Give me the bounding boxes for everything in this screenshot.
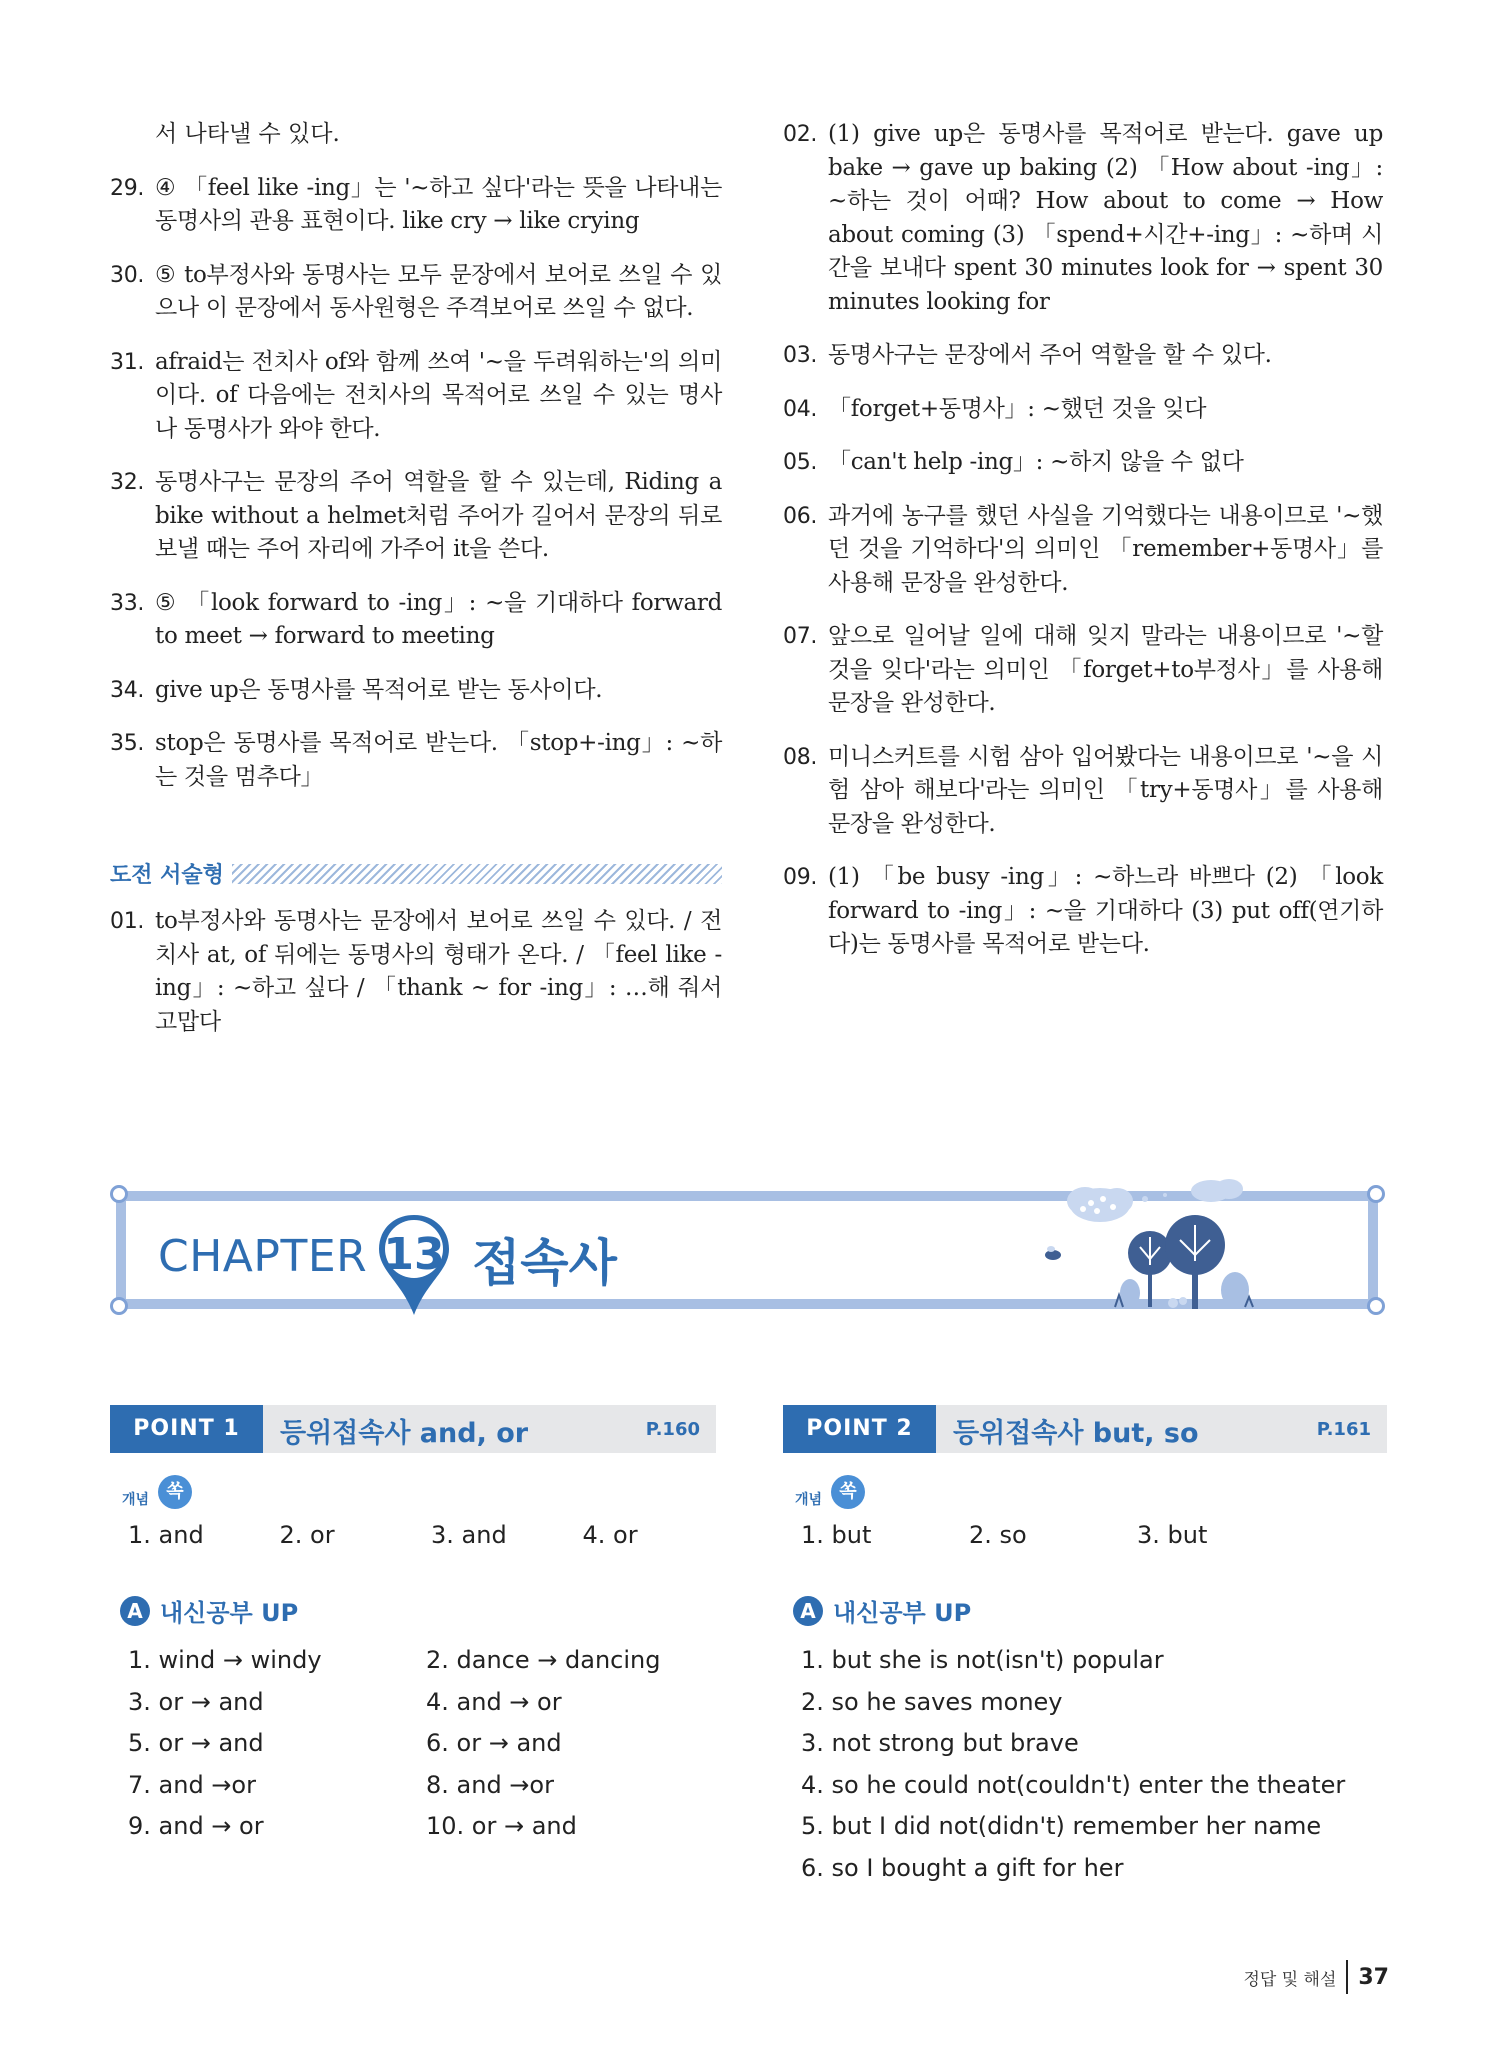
answer-text: give up은 동명사를 목적어로 받는 동사이다.: [155, 676, 603, 703]
answer-item: [110, 346, 722, 447]
answer-item: [110, 172, 722, 239]
answer-item: [110, 466, 722, 567]
page-number: 37: [1358, 1964, 1389, 1990]
answer-item: [783, 741, 1383, 842]
answer-item: [783, 118, 1383, 319]
answer-number: 03.: [783, 343, 818, 368]
answer-number: 06.: [783, 503, 818, 529]
answer-text: 과거에 농구를 했던 사실을 기억했다는 내용이므로 '~했던 것을 기억하다'의 의미인 「remember+동명사」를 사용해 문장을 완성한다.: [828, 502, 1383, 596]
concept-answer: 2. so: [969, 1521, 1027, 1549]
answer-item: [783, 446, 1383, 480]
answer-text: afraid는 전치사 of와 함께 쓰여 '~을 두려워하는'의 의미이다. of 다음에는 전치사의 목적어로 쓰일 수 있는 명사나 동명사가 와야 한다.: [155, 348, 722, 442]
section-a-label: 내신공부 UP: [833, 1599, 972, 1627]
answer-text: ⑤ 「look forward to -ing」: ~을 기대하다 forward to meet → forward to meeting: [155, 589, 722, 649]
answer-text: 동명사구는 문장에서 주어 역할을 할 수 있다.: [828, 342, 1272, 368]
answer-item: 6. so I bought a gift for her: [801, 1853, 1124, 1882]
challenge-section-header: [110, 858, 722, 889]
right-answer-list: [783, 118, 1383, 962]
frame-rivet: [110, 1297, 128, 1315]
answer-text: 「forget+동명사」: ~했던 것을 잊다: [828, 395, 1207, 422]
continued-text: 서 나타낼 수 있다.: [155, 121, 340, 147]
answer-item: [110, 905, 722, 1039]
answer-item: 3. or → and: [128, 1687, 264, 1716]
answer-number: 08.: [783, 744, 818, 770]
answer-number: 01.: [110, 909, 145, 934]
concept-label: 개념: [122, 1492, 150, 1508]
answer-number: 34.: [110, 677, 145, 703]
answer-item: 1. but she is not(isn't) popular: [801, 1646, 1164, 1674]
point-2-subsection-header: [783, 1593, 1387, 1628]
point-2-section: [783, 1405, 1387, 1889]
answer-number: 29.: [110, 175, 145, 201]
answer-number: 02.: [783, 122, 818, 147]
challenge-answer-list: [110, 905, 722, 1039]
concept-answer: 1. and: [128, 1521, 204, 1549]
point-1-page-ref: P.160: [645, 1419, 700, 1440]
concept-answer: 3. but: [1137, 1521, 1208, 1549]
point-1-tag: POINT 1: [110, 1405, 263, 1453]
answer-item: 4. so he could not(couldn't) enter the theater: [801, 1770, 1346, 1799]
left-column: [110, 118, 722, 1059]
point-2-header: [783, 1405, 1387, 1453]
point-2-page-ref: P.161: [1316, 1419, 1371, 1440]
answer-item: 6. or → and: [426, 1729, 562, 1757]
forest-illustration-icon: [1045, 1165, 1345, 1315]
point-1-header: [110, 1405, 716, 1453]
answer-item: 2. so he saves money: [801, 1687, 1063, 1716]
answer-text: 「can't help -ing」: ~하지 않을 수 없다: [828, 449, 1244, 475]
answer-item: 5. or → and: [128, 1729, 264, 1757]
answer-text: ⑤ to부정사와 동명사는 모두 문장에서 보어로 쓰일 수 있으나 이 문장에서 동사원형은 주격보어로 쓰일 수 없다.: [155, 261, 722, 321]
answer-text: 앞으로 일어날 일에 대해 잊지 말라는 내용이므로 '~할 것을 잊다'라는 의미인 「forget+to부정사」를 사용해 문장을 완성한다.: [828, 623, 1383, 716]
answer-text: (1) give up은 동명사를 목적어로 받는다. gave up bake → gave up baking (2) 「How about -ing」: ~하는 것이 어때? How about to come → How about coming (3) 「spend+시간+-ing」: ~하며 시간을 보내다 spent 30 minutes look for → spent 30 minutes looking for: [828, 121, 1383, 315]
point-1-answers: [110, 1640, 716, 1848]
answer-number: 30.: [110, 262, 145, 288]
point-1-concept-answers: [110, 1521, 716, 1549]
answer-item: 5. but I did not(didn't) remember her name: [801, 1812, 1322, 1840]
answer-item: 4. and → or: [426, 1687, 562, 1716]
point-2-tag: POINT 2: [783, 1405, 936, 1453]
answer-item: [783, 393, 1383, 427]
frame-rivet: [110, 1185, 128, 1203]
point-2-answers: [783, 1640, 1387, 1889]
concept-answer: 3. and: [431, 1521, 507, 1549]
answer-item: [783, 339, 1383, 373]
answer-item: 8. and →or: [426, 1770, 554, 1799]
answer-item: [783, 861, 1383, 962]
page-footer: [1243, 1960, 1389, 1994]
concept-badge: [783, 1471, 1387, 1517]
answer-item: 7. and →or: [128, 1770, 256, 1799]
answer-text: 미니스커트를 시험 삼아 입어봤다는 내용이므로 '~을 시험 삼아 해보다'라는 의미인 「try+동명사」를 사용해 문장을 완성한다.: [828, 743, 1383, 837]
answer-text: (1) 「be busy -ing」: ~하느라 바쁘다 (2) 「look forward to -ing」: ~을 기대하다 (3) put off(연기하다)는 동명사를 목적어로 받는다.: [828, 864, 1383, 957]
point-2-title: 등위접속사 but, so: [953, 1418, 1199, 1449]
answer-item: 3. not strong but brave: [801, 1729, 1079, 1757]
answer-item: [783, 500, 1383, 601]
answer-text: stop은 동명사를 목적어로 받는다. 「stop+-ing」: ~하는 것을 멈추다」: [155, 730, 722, 790]
answer-item: 9. and → or: [128, 1812, 264, 1840]
point-1-section: [110, 1405, 716, 1848]
answer-number: 04.: [783, 396, 818, 422]
left-answer-list: [110, 172, 722, 795]
answer-number: 31.: [110, 349, 145, 375]
answer-number: 07.: [783, 624, 818, 649]
challenge-label: 도전 서술형: [110, 863, 224, 888]
concept-answer: 2. or: [279, 1521, 335, 1549]
answer-item: 10. or → and: [426, 1812, 577, 1840]
section-a-label: 내신공부 UP: [160, 1599, 299, 1627]
answer-item: [110, 674, 722, 708]
answer-number: 09.: [783, 865, 818, 890]
concept-badge-icon: 쏙: [158, 1475, 192, 1509]
answer-item: 2. dance → dancing: [426, 1646, 661, 1674]
concept-answer: 4. or: [582, 1521, 638, 1549]
point-2-concept-answers: [783, 1521, 1387, 1549]
section-a-badge: A: [793, 1596, 823, 1626]
concept-badge-icon: 쏙: [831, 1475, 865, 1509]
answer-text: ④ 「feel like -ing」는 '~하고 싶다'라는 뜻을 나타내는 동명사의 관용 표현이다. like cry → like crying: [155, 174, 722, 234]
point-1-title: 등위접속사 and, or: [280, 1418, 529, 1449]
section-a-badge: A: [120, 1596, 150, 1626]
answer-item: [783, 620, 1383, 721]
answer-item: 1. wind → windy: [128, 1646, 322, 1674]
concept-label: 개념: [795, 1492, 823, 1508]
hatch-divider: [232, 864, 722, 884]
frame-rivet: [1367, 1297, 1385, 1315]
answer-number: 33.: [110, 590, 145, 616]
answer-text: 동명사구는 문장의 주어 역할을 할 수 있는데, Riding a bike without a helmet처럼 주어가 길어서 문장의 뒤로 보낼 때는 주어 자리에 가주어 it을 쓴다.: [155, 469, 722, 562]
point-1-subsection-header: [110, 1593, 716, 1628]
frame-rivet: [1367, 1185, 1385, 1203]
right-column: [783, 118, 1383, 982]
answer-item: [110, 259, 722, 326]
answer-text: to부정사와 동명사는 문장에서 보어로 쓰일 수 있다. / 전치사 at, of 뒤에는 동명사의 형태가 온다. / 「feel like -ing」: ~하고 싶다 / 「thank ~ for -ing」: …해 줘서 고맙다: [155, 908, 722, 1035]
footer-label: 정답 및 해설: [1243, 1969, 1337, 1990]
chapter-banner: [110, 1185, 1385, 1315]
concept-badge: [110, 1471, 716, 1517]
answer-number: 32.: [110, 470, 145, 495]
answer-number: 05.: [783, 450, 818, 475]
answer-item: [110, 587, 722, 654]
footer-divider: [1346, 1960, 1348, 1994]
chapter-title: 접속사: [472, 1234, 617, 1292]
answer-number: 35.: [110, 731, 145, 756]
concept-answer: 1. but: [801, 1521, 872, 1549]
chapter-number: 13: [383, 1229, 445, 1280]
chapter-word: CHAPTER: [158, 1231, 368, 1282]
answer-item: [110, 727, 722, 794]
